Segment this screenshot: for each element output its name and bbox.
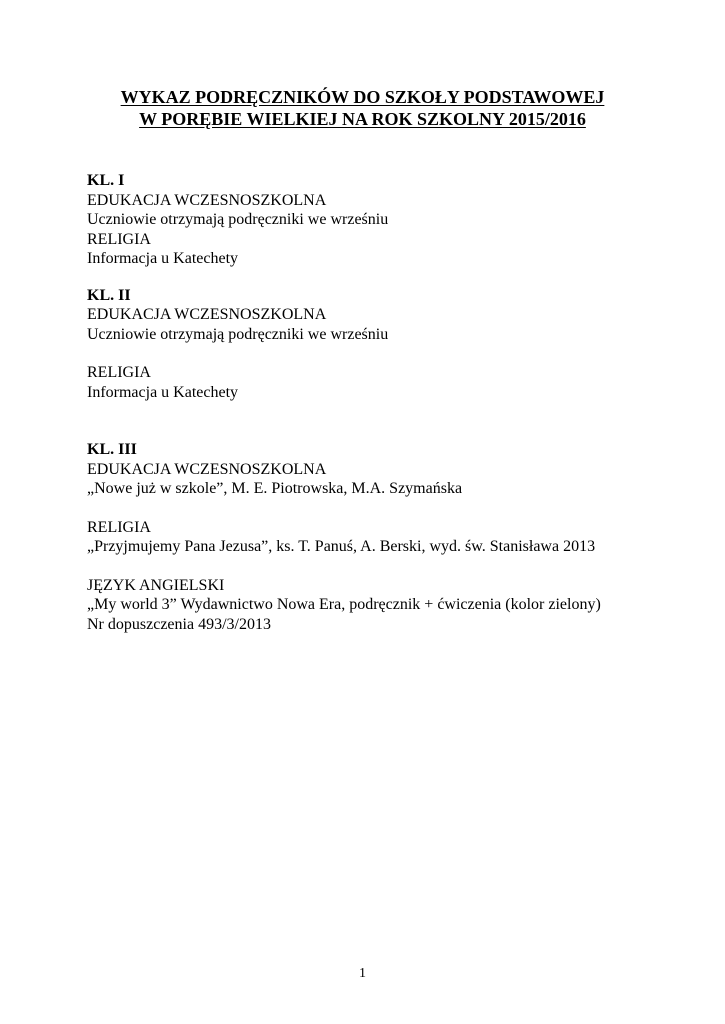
section-kl-2 [87,286,687,403]
subject-label: RELIGIA [87,364,151,381]
subject-label: EDUKACJA WCZESNOSZKOLNA [87,191,327,209]
textbook-info: „Nowe już w szkole”, M. E. Piotrowska, M.A. Szymańska [87,480,463,497]
subject-label: EDUKACJA WCZESNOSZKOLNA [87,460,327,478]
textbook-info: Informacja u Katechety [87,383,239,401]
section-kl-1 [87,171,687,269]
subject-label: JĘZYK ANGIELSKI [87,576,225,594]
title-line-2: W PORĘBIE WIELKIEJ NA ROK SZKOLNY 2015/2016 [139,109,586,129]
subject-label: RELIGIA [87,518,151,536]
textbook-info: Uczniowie otrzymają podręczniki we wrześniu [87,211,389,228]
section-kl-3 [87,440,687,634]
document-body [87,171,687,634]
page-number: 1 [359,966,366,981]
textbook-info: „Przyjmujemy Pana Jezusa”, ks. T. Panuś, A. Berski, wyd. św. Stanisława 2013 [87,538,596,555]
title-line-1: WYKAZ PODRĘCZNIKÓW DO SZKOŁY PODSTAWOWEJ [120,87,605,107]
subject-label: RELIGIA [87,230,151,248]
section-heading: KL. II [87,286,131,304]
subject-label: EDUKACJA WCZESNOSZKOLNA [87,306,327,323]
approval-number: Nr dopuszczenia 493/3/2013 [87,615,271,633]
textbook-info: Informacja u Katechety [87,250,239,267]
textbook-info: „My world 3” Wydawnictwo Nowa Era, podręcznik + ćwiczenia (kolor zielony) [87,596,601,613]
document-title [0,86,725,130]
section-heading: KL. I [87,172,125,189]
textbook-info: Uczniowie otrzymają podręczniki we wrześniu [87,325,389,343]
section-heading: KL. III [87,441,137,458]
